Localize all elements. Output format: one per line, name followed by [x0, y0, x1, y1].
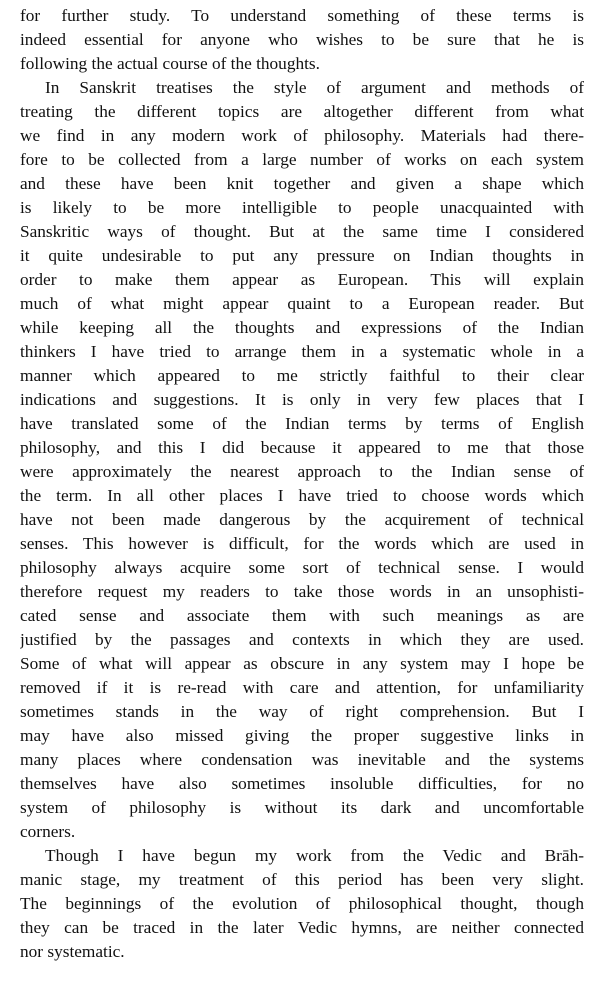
text-line: they can be traced in the later Vedic hymns, are neither connected — [20, 918, 584, 937]
text-line: Though I have begun my work from the Vedic and Brāh- — [45, 846, 584, 865]
text-line: have translated some of the Indian terms by terms of English — [20, 414, 584, 433]
text-line: senses. This however is difficult, for the words which are used in — [20, 534, 584, 553]
text-line: justified by the passages and contexts in which they are used. — [20, 630, 584, 649]
text-line: In Sanskrit treatises the style of argument and methods of — [45, 78, 584, 97]
text-line: indeed essential for anyone who wishes to be sure that he is — [20, 30, 584, 49]
text-line: themselves have also sometimes insoluble difficulties, for no — [20, 774, 584, 793]
paragraph-2 — [20, 76, 584, 844]
text-line: it quite undesirable to put any pressure on Indian thoughts in — [20, 246, 584, 265]
text-line: order to make them appear as European. This will explain — [20, 270, 584, 289]
text-line: system of philosophy is without its dark and uncomfortable — [20, 798, 584, 817]
text-line: Some of what will appear as obscure in any system may I hope be — [20, 654, 584, 673]
text-line: many places where condensation was inevitable and the systems — [20, 750, 584, 769]
text-line: indications and suggestions. It is only in very few places that I — [20, 390, 584, 409]
text-line: sometimes stands in the way of right comprehension. But I — [20, 702, 584, 721]
text-line: Sanskritic ways of thought. But at the same time I considered — [20, 222, 584, 241]
text-line: treating the different topics are altogether different from what — [20, 102, 584, 121]
text-line: manic stage, my treatment of this period has been very slight. — [20, 870, 584, 889]
text-line: while keeping all the thoughts and expressions of the Indian — [20, 318, 584, 337]
text-line: philosophy always acquire some sort of technical sense. I would — [20, 558, 584, 577]
text-line: removed if it is re-read with care and attention, for unfamiliarity — [20, 678, 584, 697]
text-line: and these have been knit together and given a shape which — [20, 174, 584, 193]
text-line: philosophy, and this I did because it appeared to me that those — [20, 438, 584, 457]
text-line: cated sense and associate them with such meanings as are — [20, 606, 584, 625]
text-line: have not been made dangerous by the acquirement of technical — [20, 510, 584, 529]
text-line: were approximately the nearest approach to the Indian sense of — [20, 462, 584, 481]
text-line: for further study. To understand something of these terms is — [20, 6, 584, 25]
paragraph-1 — [20, 4, 584, 76]
text-line: the term. In all other places I have tried to choose words which — [20, 486, 584, 505]
text-line: The beginnings of the evolution of philosophical thought, though — [20, 894, 584, 913]
text-line: following the actual course of the thoughts. — [20, 54, 320, 73]
text-line: much of what might appear quaint to a European reader. But — [20, 294, 584, 313]
text-line: nor systematic. — [20, 942, 125, 961]
text-line: thinkers I have tried to arrange them in a systematic whole in a — [20, 342, 584, 361]
text-line: fore to be collected from a large number of works on each system — [20, 150, 584, 169]
text-line: therefore request my readers to take those words in an unsophisti- — [20, 582, 584, 601]
text-line: manner which appeared to me strictly faithful to their clear — [20, 366, 584, 385]
text-line: corners. — [20, 822, 76, 841]
text-line: is likely to be more intelligible to people unacquainted with — [20, 198, 584, 217]
text-line: may have also missed giving the proper suggestive links in — [20, 726, 584, 745]
paragraph-3 — [20, 844, 584, 964]
text-line: we find in any modern work of philosophy. Materials had there- — [20, 126, 584, 145]
